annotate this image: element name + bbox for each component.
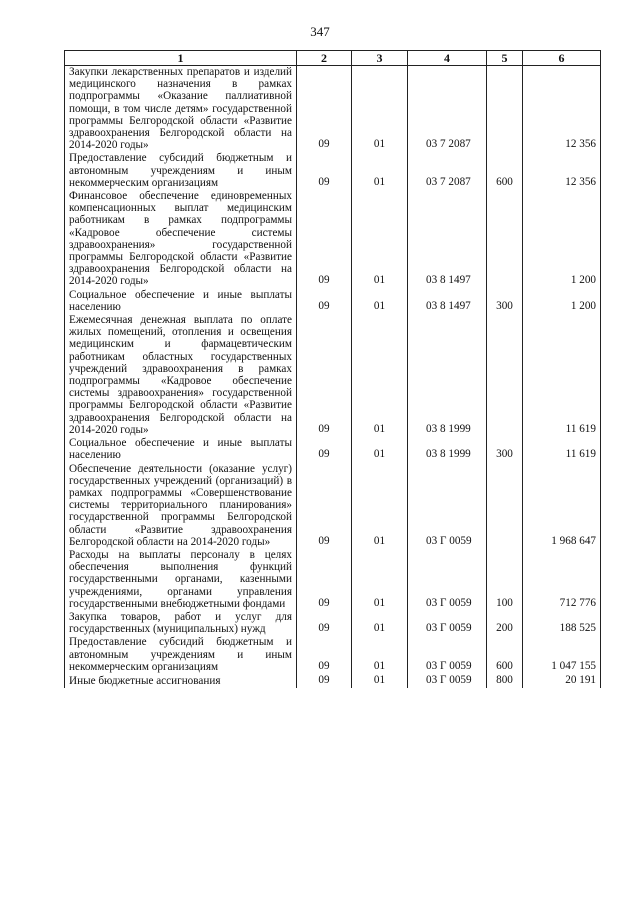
column-header: 5	[487, 51, 523, 66]
row-subsection: 01	[352, 674, 408, 688]
row-target-article: 03 8 1497	[408, 289, 487, 314]
row-expense-type	[487, 66, 523, 153]
row-description: Социальное обеспечение и иные выплаты населению	[65, 437, 297, 462]
table-row	[65, 66, 601, 153]
column-header: 6	[523, 51, 601, 66]
row-section: 09	[297, 152, 352, 190]
row-section: 09	[297, 611, 352, 636]
row-section: 09	[297, 463, 352, 549]
row-target-article: 03 Г 0059	[408, 674, 487, 688]
table-row	[65, 152, 601, 190]
row-description: Предоставление субсидий бюджетным и автономным учреждениям и иным некоммерческим организациям	[65, 636, 297, 674]
row-subsection: 01	[352, 190, 408, 289]
row-amount: 1 047 155	[523, 636, 601, 674]
row-target-article: 03 Г 0059	[408, 611, 487, 636]
row-amount: 712 776	[523, 549, 601, 611]
table-row	[65, 289, 601, 314]
row-amount: 188 525	[523, 611, 601, 636]
row-subsection: 01	[352, 549, 408, 611]
column-header: 2	[297, 51, 352, 66]
row-amount: 11 619	[523, 314, 601, 437]
row-target-article: 03 Г 0059	[408, 463, 487, 549]
table-row	[65, 190, 601, 289]
row-subsection: 01	[352, 463, 408, 549]
row-expense-type: 200	[487, 611, 523, 636]
row-section: 09	[297, 674, 352, 688]
row-amount: 12 356	[523, 66, 601, 153]
page-number: 347	[310, 24, 330, 39]
row-amount: 11 619	[523, 437, 601, 462]
row-amount: 20 191	[523, 674, 601, 688]
row-expense-type	[487, 314, 523, 437]
row-section: 09	[297, 549, 352, 611]
row-expense-type	[487, 463, 523, 549]
row-amount: 12 356	[523, 152, 601, 190]
row-section: 09	[297, 314, 352, 437]
table-row	[65, 437, 601, 462]
row-subsection: 01	[352, 437, 408, 462]
row-expense-type: 800	[487, 674, 523, 688]
row-expense-type	[487, 190, 523, 289]
row-target-article: 03 7 2087	[408, 152, 487, 190]
row-expense-type: 300	[487, 437, 523, 462]
row-expense-type: 600	[487, 636, 523, 674]
row-subsection: 01	[352, 66, 408, 153]
row-subsection: 01	[352, 289, 408, 314]
row-target-article: 03 8 1999	[408, 314, 487, 437]
row-section: 09	[297, 636, 352, 674]
row-expense-type: 300	[487, 289, 523, 314]
row-subsection: 01	[352, 636, 408, 674]
column-header: 4	[408, 51, 487, 66]
table-row	[65, 674, 601, 688]
table-row	[65, 636, 601, 674]
row-description: Социальное обеспечение и иные выплаты населению	[65, 289, 297, 314]
budget-table-container	[64, 50, 600, 688]
row-description: Закупки лекарственных препаратов и изделий медицинского назначения в рамках подпрограммы «Оказание паллиативной помощи, в том числе детям» государственной программы Белгородской области «Развитие здравоохранения Белгородской области на 2014-2020 годы»	[65, 66, 297, 153]
row-description: Финансовое обеспечение единовременных компенсационных выплат медицинским работникам в рамках подпрограммы «Кадровое обеспечение системы здравоохранения» государственной программы Белгородской области «Развитие здравоохранения Белгородской области на 2014-2020 годы»	[65, 190, 297, 289]
table-row	[65, 611, 601, 636]
row-description: Предоставление субсидий бюджетным и автономным учреждениям и иным некоммерческим организациям	[65, 152, 297, 190]
row-amount: 1 968 647	[523, 463, 601, 549]
row-target-article: 03 7 2087	[408, 66, 487, 153]
column-header: 3	[352, 51, 408, 66]
row-target-article: 03 Г 0059	[408, 549, 487, 611]
row-description: Ежемесячная денежная выплата по оплате жилых помещений, отопления и освещения медицинским и фармацевтическим работникам областных государственных учреждений здравоохранения в рамках подпрограммы «Кадровое обеспечение системы здравоохранения» государственной программы Белгородской области «Развитие здравоохранения Белгородской области на 2014-2020 годы»	[65, 314, 297, 437]
row-section: 09	[297, 289, 352, 314]
row-description: Закупка товаров, работ и услуг для государственных (муниципальных) нужд	[65, 611, 297, 636]
row-subsection: 01	[352, 152, 408, 190]
row-subsection: 01	[352, 314, 408, 437]
row-description: Обеспечение деятельности (оказание услуг) государственных учреждений (организаций) в рамках подпрограммы «Совершенствование системы территориального планирования» государственной программы Белгородской области «Развитие здравоохранения Белгородской области на 2014-2020 годы»	[65, 463, 297, 549]
row-amount: 1 200	[523, 289, 601, 314]
table-row	[65, 549, 601, 611]
row-expense-type: 100	[487, 549, 523, 611]
table-row	[65, 314, 601, 437]
table-header-row	[65, 51, 601, 66]
row-target-article: 03 Г 0059	[408, 636, 487, 674]
row-description: Расходы на выплаты персоналу в целях обеспечения выполнения функций государственными органами, казенными учреждениями, органами управления государственными внебюджетными фондами	[65, 549, 297, 611]
row-expense-type: 600	[487, 152, 523, 190]
row-section: 09	[297, 66, 352, 153]
row-section: 09	[297, 437, 352, 462]
row-amount: 1 200	[523, 190, 601, 289]
column-header: 1	[65, 51, 297, 66]
table-row	[65, 463, 601, 549]
budget-table	[64, 50, 601, 688]
row-target-article: 03 8 1999	[408, 437, 487, 462]
row-description: Иные бюджетные ассигнования	[65, 674, 297, 688]
row-subsection: 01	[352, 611, 408, 636]
row-target-article: 03 8 1497	[408, 190, 487, 289]
row-section: 09	[297, 190, 352, 289]
